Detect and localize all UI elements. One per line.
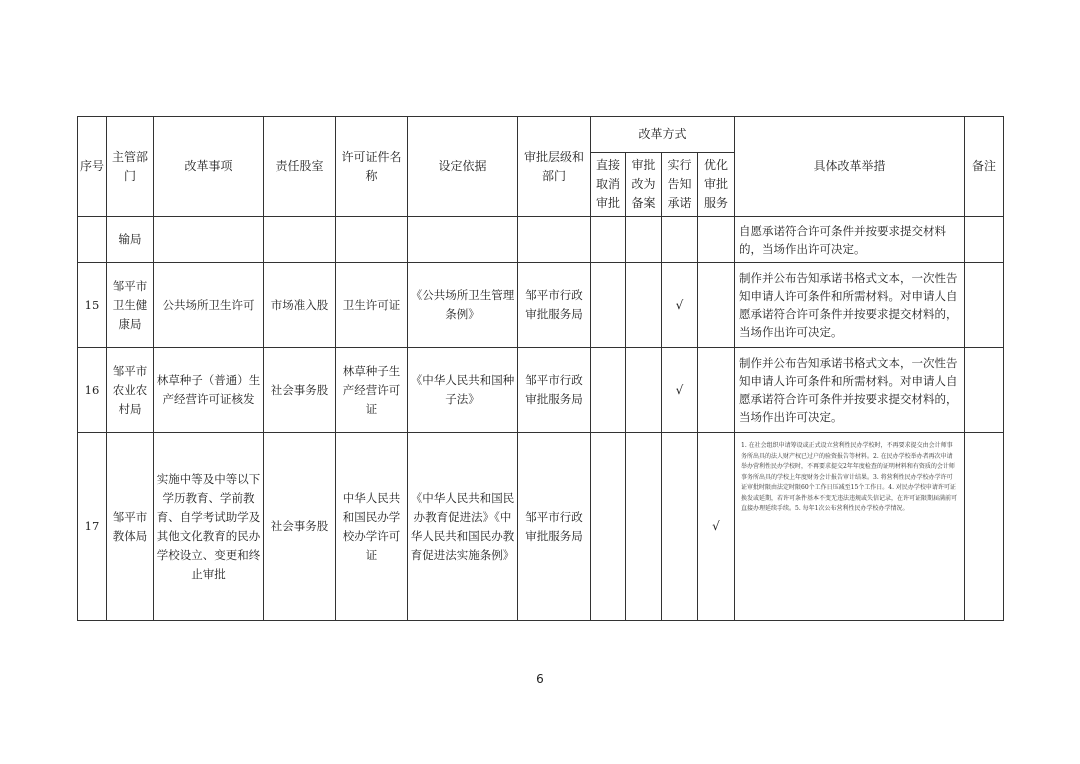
cell-mode-optimize — [698, 348, 735, 433]
cell-mode-filing — [626, 217, 662, 263]
header-mode-filing: 审批改为备案 — [626, 153, 662, 217]
cell-mode-commitment: √ — [662, 348, 698, 433]
cell-remarks — [965, 433, 1004, 621]
cell-license: 卫生许可证 — [336, 263, 408, 348]
cell-mode-cancel — [591, 217, 626, 263]
page-number: 6 — [536, 672, 544, 686]
reform-table — [77, 116, 1004, 621]
cell-mode-filing — [626, 263, 662, 348]
cell-measures: 1. 在社会组织申请筹设或正式设立营利性民办学校时，不再要求提交由会计师事务所出具的法人财产权已过户的验资报告等材料。2. 在民办学校举办者再次申请举办营利性民办学校时，不再要求提交2年年度检查的证明材料和有资质的会计师事务所出具的学校上年度财务会计报告审计结果。3. 将营利性民办学校办学许可证审批时限由法定时限60个工作日压减至15个工作日。4. 对民办学校申请许可证换发或延期，若许可条件基本不变无违法违规或失信记录，在许可证限期届满前可直接办理延续手续。5. 每年1次公布营利性民办学校办学情况。 — [735, 433, 965, 621]
cell-mode-cancel — [591, 263, 626, 348]
cell-dept: 邹平市农业农村局 — [107, 348, 154, 433]
cell-item: 公共场所卫生许可 — [154, 263, 264, 348]
header-remarks: 备注 — [965, 117, 1004, 217]
cell-mode-commitment — [662, 433, 698, 621]
header-mode-commitment: 实行告知承诺 — [662, 153, 698, 217]
header-dept: 主管部门 — [107, 117, 154, 217]
cell-license: 中华人民共和国民办学校办学许可证 — [336, 433, 408, 621]
cell-no: 17 — [78, 433, 107, 621]
cell-level — [518, 217, 591, 263]
cell-license: 林草种子生产经营许可证 — [336, 348, 408, 433]
header-mode-group: 改革方式 — [591, 117, 735, 153]
cell-mode-cancel — [591, 433, 626, 621]
header-office: 责任股室 — [264, 117, 336, 217]
cell-dept: 邹平市卫生健康局 — [107, 263, 154, 348]
cell-level: 邹平市行政审批服务局 — [518, 263, 591, 348]
header-level: 审批层级和部门 — [518, 117, 591, 217]
cell-office: 市场准入股 — [264, 263, 336, 348]
cell-no — [78, 217, 107, 263]
cell-mode-filing — [626, 433, 662, 621]
cell-mode-filing — [626, 348, 662, 433]
cell-office: 社会事务股 — [264, 433, 336, 621]
cell-dept: 邹平市教体局 — [107, 433, 154, 621]
table-row — [78, 433, 1004, 621]
header-mode-optimize: 优化审批服务 — [698, 153, 735, 217]
cell-level: 邹平市行政审批服务局 — [518, 433, 591, 621]
header-measures: 具体改革举措 — [735, 117, 965, 217]
header-license: 许可证件名称 — [336, 117, 408, 217]
cell-basis — [408, 217, 518, 263]
cell-remarks — [965, 217, 1004, 263]
cell-item — [154, 217, 264, 263]
cell-no: 16 — [78, 348, 107, 433]
header-basis: 设定依据 — [408, 117, 518, 217]
cell-dept: 输局 — [107, 217, 154, 263]
cell-basis: 《中华人民共和国民办教育促进法》《中华人民共和国民办教育促进法实施条例》 — [408, 433, 518, 621]
cell-office: 社会事务股 — [264, 348, 336, 433]
cell-measures: 自愿承诺符合许可条件并按要求提交材料的，当场作出许可决定。 — [735, 217, 965, 263]
table-row — [78, 217, 1004, 263]
table-row — [78, 263, 1004, 348]
cell-mode-commitment: √ — [662, 263, 698, 348]
cell-license — [336, 217, 408, 263]
cell-mode-optimize — [698, 217, 735, 263]
cell-mode-optimize: √ — [698, 433, 735, 621]
cell-measures: 制作并公布告知承诺书格式文本，一次性告知申请人许可条件和所需材料。对申请人自愿承诺符合许可条件并按要求提交材料的，当场作出许可决定。 — [735, 348, 965, 433]
cell-item: 林草种子（普通）生产经营许可证核发 — [154, 348, 264, 433]
cell-mode-cancel — [591, 348, 626, 433]
header-item: 改革事项 — [154, 117, 264, 217]
cell-mode-commitment — [662, 217, 698, 263]
cell-basis: 《中华人民共和国种子法》 — [408, 348, 518, 433]
cell-remarks — [965, 348, 1004, 433]
header-mode-cancel: 直接取消审批 — [591, 153, 626, 217]
cell-no: 15 — [78, 263, 107, 348]
cell-office — [264, 217, 336, 263]
cell-level: 邹平市行政审批服务局 — [518, 348, 591, 433]
cell-item: 实施中等及中等以下学历教育、学前教育、自学考试助学及其他文化教育的民办学校设立、变更和终止审批 — [154, 433, 264, 621]
table-row — [78, 348, 1004, 433]
cell-measures: 制作并公布告知承诺书格式文本，一次性告知申请人许可条件和所需材料。对申请人自愿承诺符合许可条件并按要求提交材料的，当场作出许可决定。 — [735, 263, 965, 348]
cell-mode-optimize — [698, 263, 735, 348]
cell-basis: 《公共场所卫生管理条例》 — [408, 263, 518, 348]
header-no: 序号 — [78, 117, 107, 217]
cell-remarks — [965, 263, 1004, 348]
